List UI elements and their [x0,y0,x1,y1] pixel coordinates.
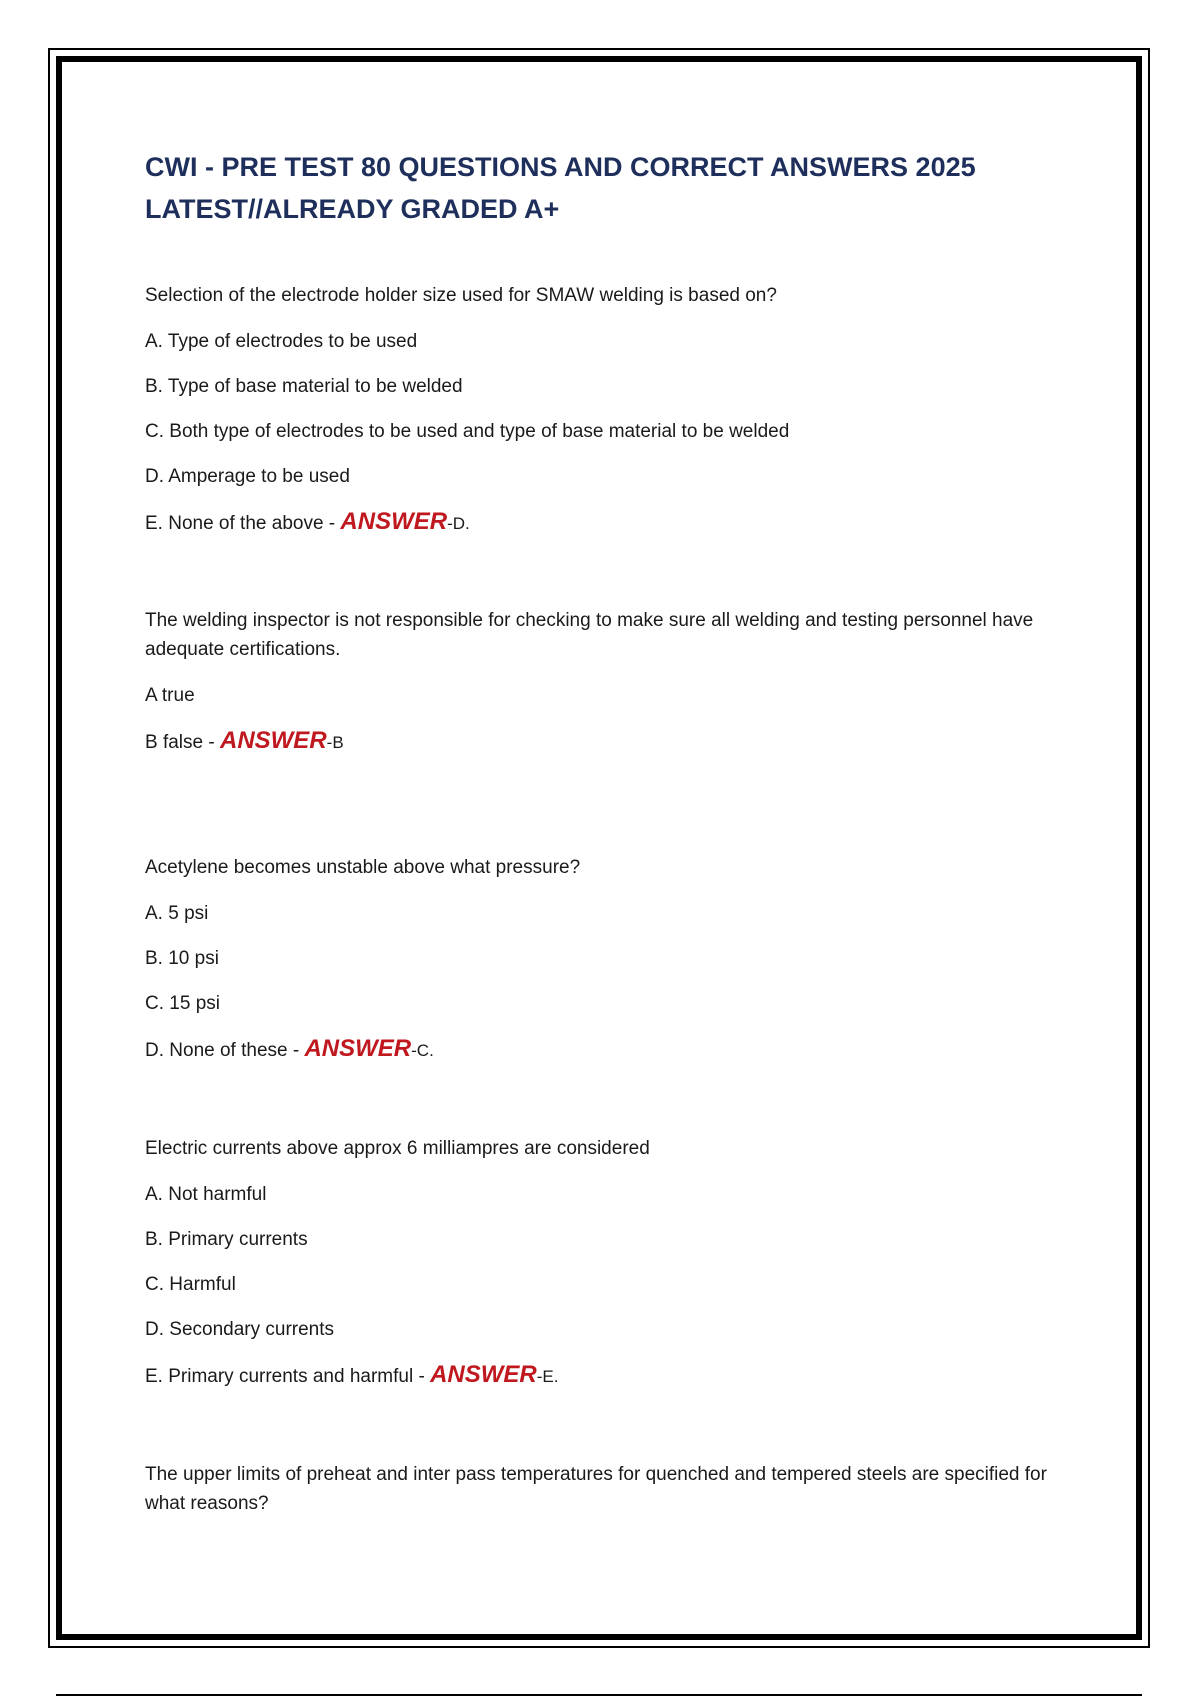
question-text: Electric currents above approx 6 milliampres are considered [145,1138,650,1159]
answer-value: -E. [536,1367,559,1386]
answer-label: ANSWER [304,1035,412,1062]
option: C. 15 psi [145,993,220,1014]
question-1 [145,281,1065,538]
option: B. Primary currents [145,1229,308,1250]
answer-value: -C. [411,1041,434,1060]
document-title: CWI - PRE TEST 80 QUESTIONS AND CORRECT ANSWERS 2025 LATEST//ALREADY GRADED A+ [145,152,976,224]
option: D. Secondary currents [145,1319,335,1340]
last-option: E. None of the above - [145,513,341,534]
option: B. Type of base material to be welded [145,376,463,397]
last-option: B false - [145,732,220,753]
option: D. Amperage to be used [145,466,350,487]
question-3 [145,853,1065,1065]
option: C. Both type of electrodes to be used and type of base material to be welded [145,421,790,442]
option: A. Type of electrodes to be used [145,331,418,352]
option: A. 5 psi [145,903,209,924]
document-body [145,146,1065,1514]
question-text: The welding inspector is not responsible for checking to make sure all welding and testing personnel have adequate certifications. [145,610,1034,660]
last-option: D. None of these - [145,1040,305,1061]
last-option: E. Primary currents and harmful - [145,1366,431,1387]
answer-label: ANSWER [219,727,327,754]
answer-value: -D. [447,514,470,533]
answer-label: ANSWER [340,508,448,535]
option: B. 10 psi [145,948,219,969]
answer-line [145,507,1065,538]
page-bottom-rule [56,1694,1142,1696]
question-2 [145,606,1065,757]
question-text: The upper limits of preheat and inter pass temperatures for quenched and tempered steels are specified for what reasons? [145,1464,1047,1514]
question-4 [145,1134,1065,1391]
question-5 [145,1460,1065,1535]
answer-line [145,1034,1065,1065]
option: C. Harmful [145,1274,236,1295]
answer-value: -B [326,733,344,752]
option: A. Not harmful [145,1184,267,1205]
question-text: Selection of the electrode holder size used for SMAW welding is based on? [145,285,777,306]
answer-line [145,1360,1065,1391]
question-text: Acetylene becomes unstable above what pressure? [145,857,581,878]
option: A true [145,685,195,706]
answer-label: ANSWER [430,1361,537,1388]
answer-line [145,726,1065,757]
